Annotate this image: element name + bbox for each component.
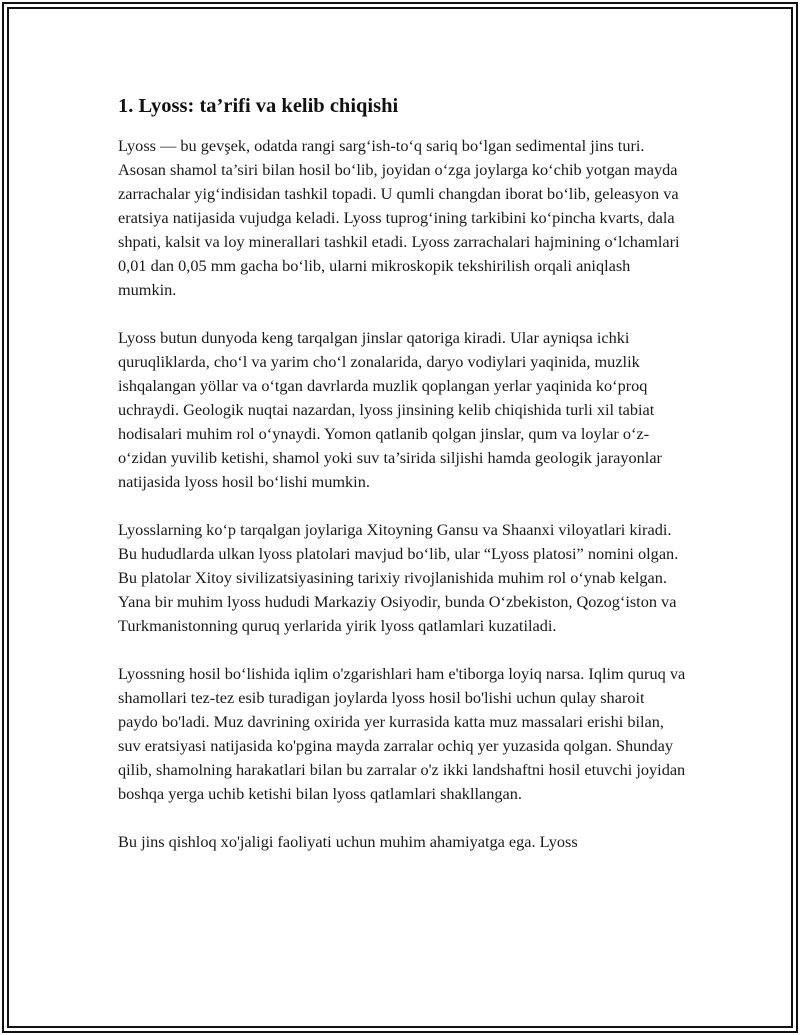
paragraph-distribution: Lyoss butun dunyoda keng tarqalgan jinslar qatoriga kiradi. Ular ayniqsa ichki quruqliklarda, cho‘l va yarim cho‘l zonalarida, daryo vodiylari yaqinida, muzlik ishqalangan yöllar va o‘tgan davrlarda muzlik qoplangan yerlar yaqinida ko‘proq uchraydi. Geologik nuqtai nazardan, lyoss jinsining kelib chiqishida turli xil tabiat hodisalari muhim rol o‘ynaydi. Yomon qatlanib qolgan jinslar, qum va loylar o‘z-o‘zidan yuvilib ketishi, shamol yoki suv ta’sirida siljishi hamda geologik jarayonlar natijasida lyoss hosil bo‘lishi mumkin.: [118, 328, 662, 491]
paragraph-regions: Lyosslarning ko‘p tarqalgan joylariga Xitoyning Gansu va Shaanxi viloyatlari kiradi. Bu hududlarda ulkan lyoss platolari mavjud bo‘lib, ular “Lyoss platosi” nomini olgan. Bu platolar Xitoy sivilizatsiyasining tarixiy rivojlanishida muhim rol o‘ynab kelgan. Yana bir muhim lyoss hududi Markaziy Osiyodir, bunda O‘zbekiston, Qozog‘iston va Turkmanistonning quruq yerlarida yirik lyoss qatlamlari kuzatiladi.: [118, 520, 679, 635]
paragraph-agriculture: Bu jins qishloq xo'jaligi faoliyati uchun muhim ahamiyatga ega. Lyoss: [118, 832, 578, 851]
section-heading: 1. Lyoss: ta’rifi va kelib chiqishi: [118, 95, 399, 117]
paragraph-definition: Lyoss — bu gevşek, odatda rangi sarg‘ish-to‘q sariq bo‘lgan sedimental jins turi. Asosan shamol ta’siri bilan hosil bo‘lib, joyidan o‘zga joylarga ko‘chib yotgan mayda zarrachalar yig‘indisidan tashkil topadi. U qumli changdan iborat bo‘lib, geleasyon va eratsiya natijasida vujudga keladi. Lyoss tuprog‘ining tarkibini ko‘pincha kvarts, dala shpati, kalsit va loy minerallari tashkil etadi. Lyoss zarrachalari hajmining o‘lchamlari 0,01 dan 0,05 mm gacha bo‘lib, ularni mikroskopik tekshirilish orqali aniqlash mumkin.: [118, 136, 680, 299]
document-page: [118, 92, 688, 878]
paragraph-climate: Lyossning hosil bo‘lishida iqlim o'zgarishlari ham e'tiborga loyiq narsa. Iqlim quruq va shamollari tez-tez esib turadigan joylarda lyoss hosil bo'lishi uchun qulay sharoit paydo bo'ladi. Muz davrining oxirida yer kurrasida katta muz massalari erishi bilan, suv eratsiyasi natijasida ko'pgina mayda zarralar ochiq yer yuzasida qolgan. Shunday qilib, shamolning harakatlari bilan bu zarralar o'z ikki landshaftni hosil etuvchi joyidan boshqa yerga uchib ketishi bilan lyoss qatlamlari shakllangan.: [118, 664, 686, 803]
